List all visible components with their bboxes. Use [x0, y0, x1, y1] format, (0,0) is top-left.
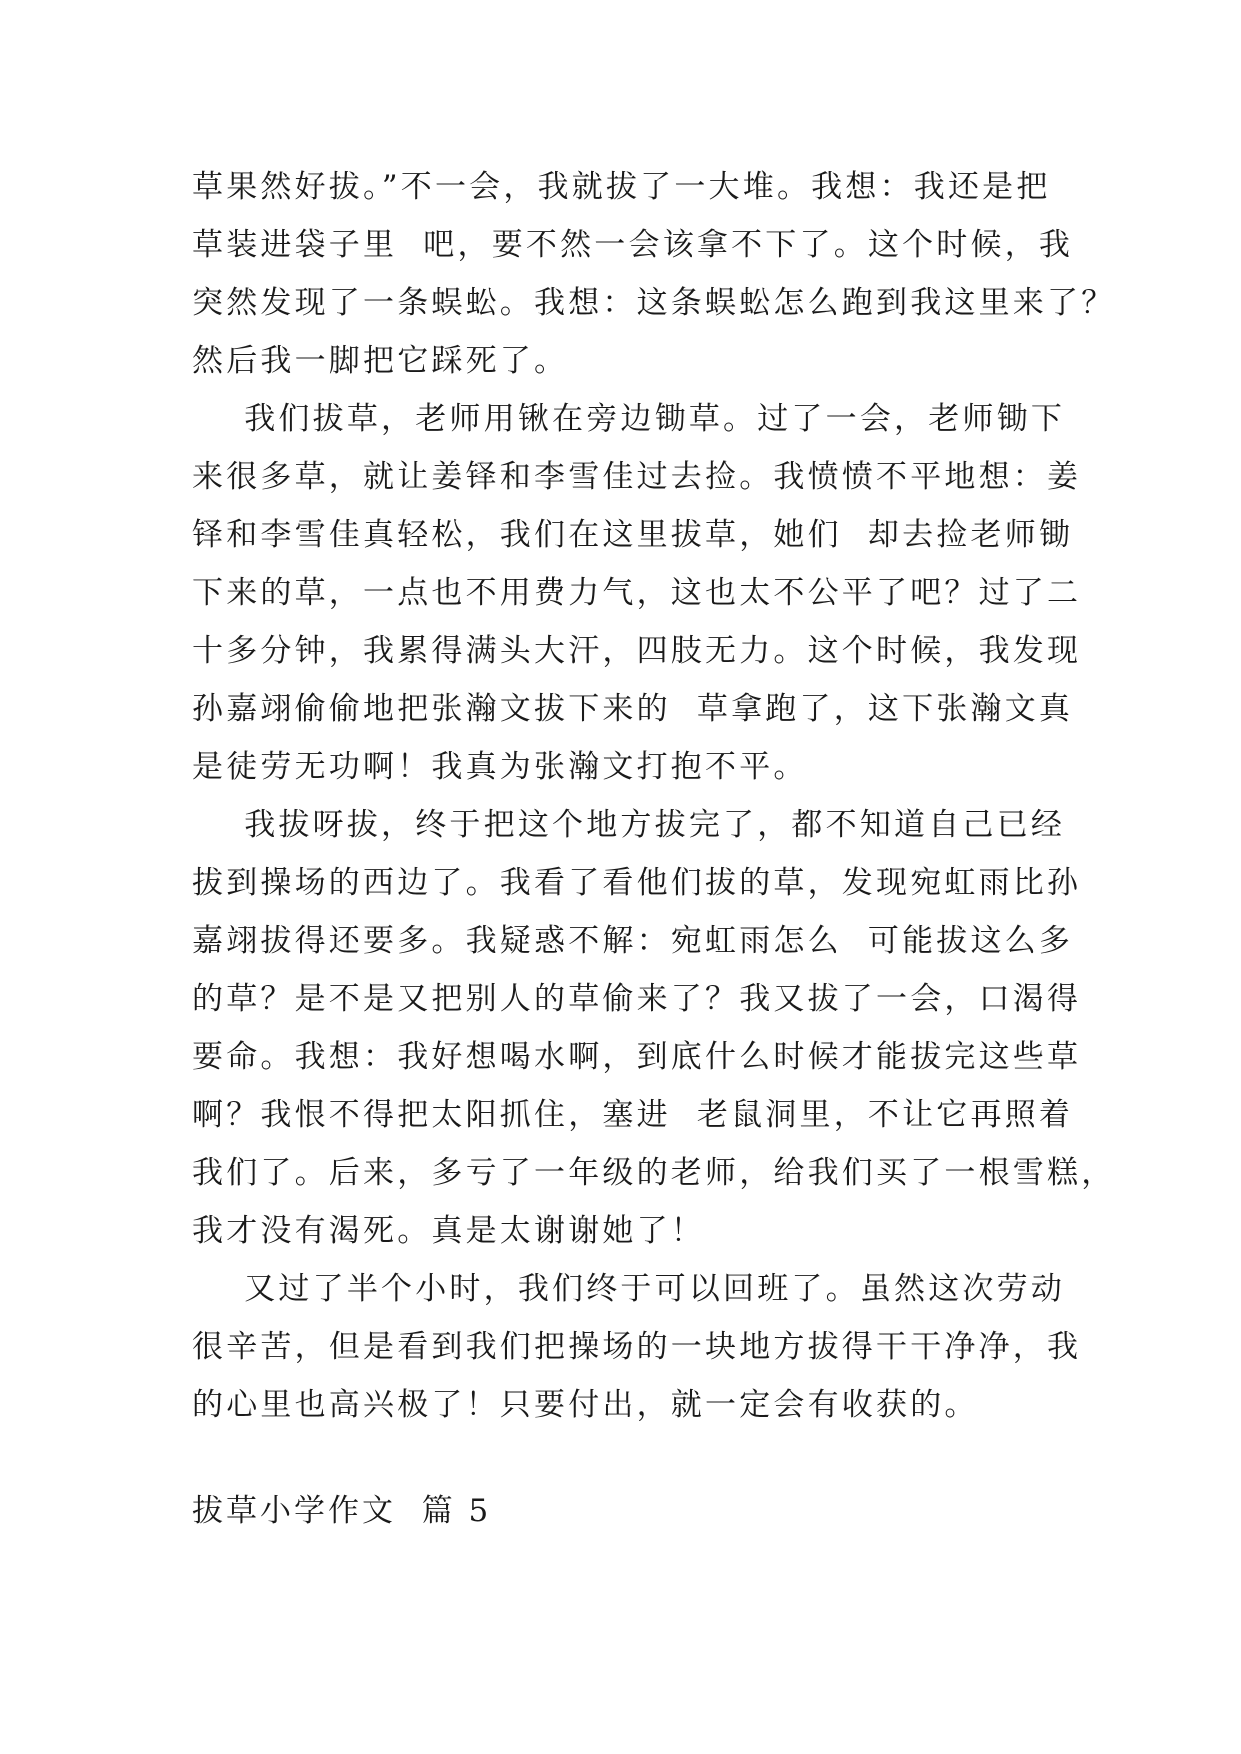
- text-line: 草装进袋子里 吧，要不然一会该拿不下了。这个时候，我: [192, 227, 1074, 263]
- text-line: 啊？我恨不得把太阳抓住，塞进 老鼠洞里，不让它再照着: [192, 1097, 1074, 1133]
- text-line: 我们拔草，老师用锹在旁边锄草。过了一会，老师锄下: [192, 401, 1066, 437]
- text-line: 然后我一脚把它踩死了。: [192, 343, 569, 379]
- text-line: 来很多草，就让姜铎和李雪佳过去捡。我愤愤不平地想：姜: [192, 459, 1082, 495]
- text-line: 我们了。后来，多亏了一年级的老师，给我们买了一根雪糕，: [192, 1155, 1116, 1191]
- text-line: 我才没有渴死。真是太谢谢她了！: [192, 1213, 705, 1249]
- text-line: 要命。我想：我好想喝水啊，到底什么时候才能拔完这些草: [192, 1039, 1082, 1075]
- text-line: 十多分钟，我累得满头大汗，四肢无力。这个时候，我发现: [192, 633, 1082, 669]
- text-line: 下来的草，一点也不用费力气，这也太不公平了吧？过了二: [192, 575, 1082, 611]
- text-line: 我拔呀拔，终于把这个地方拔完了，都不知道自己已经: [192, 807, 1066, 843]
- text-line: 突然发现了一条蜈蚣。我想：这条蜈蚣怎么跑到我这里来了？: [192, 285, 1116, 321]
- text-line: 铎和李雪佳真轻松，我们在这里拔草，她们 却去捡老师锄: [192, 517, 1074, 553]
- text-line: 的草？是不是又把别人的草偷来了？我又拔了一会，口渴得: [192, 981, 1082, 1017]
- text-line: 很辛苦，但是看到我们把操场的一块地方拔得干干净净，我: [192, 1329, 1082, 1365]
- text-line: 拔到操场的西边了。我看了看他们拔的草，发现宛虹雨比孙: [192, 865, 1082, 901]
- text-line: 的心里也高兴极了！只要付出，就一定会有收获的。: [192, 1387, 979, 1423]
- text-line: 是徒劳无功啊！我真为张瀚文打抱不平。: [192, 749, 808, 785]
- text-line: 孙嘉翊偷偷地把张瀚文拔下来的 草拿跑了，这下张瀚文真: [192, 691, 1074, 727]
- text-line: 嘉翊拔得还要多。我疑惑不解：宛虹雨怎么 可能拔这么多: [192, 923, 1074, 959]
- essay-body: [192, 158, 1116, 1434]
- section-heading: 拔草小学作文 篇 5: [192, 1493, 492, 1529]
- text-line: 又过了半个小时，我们终于可以回班了。虽然这次劳动: [192, 1271, 1066, 1307]
- text-line: 草果然好拔。”不一会，我就拔了一大堆。我想：我还是把: [192, 169, 1051, 205]
